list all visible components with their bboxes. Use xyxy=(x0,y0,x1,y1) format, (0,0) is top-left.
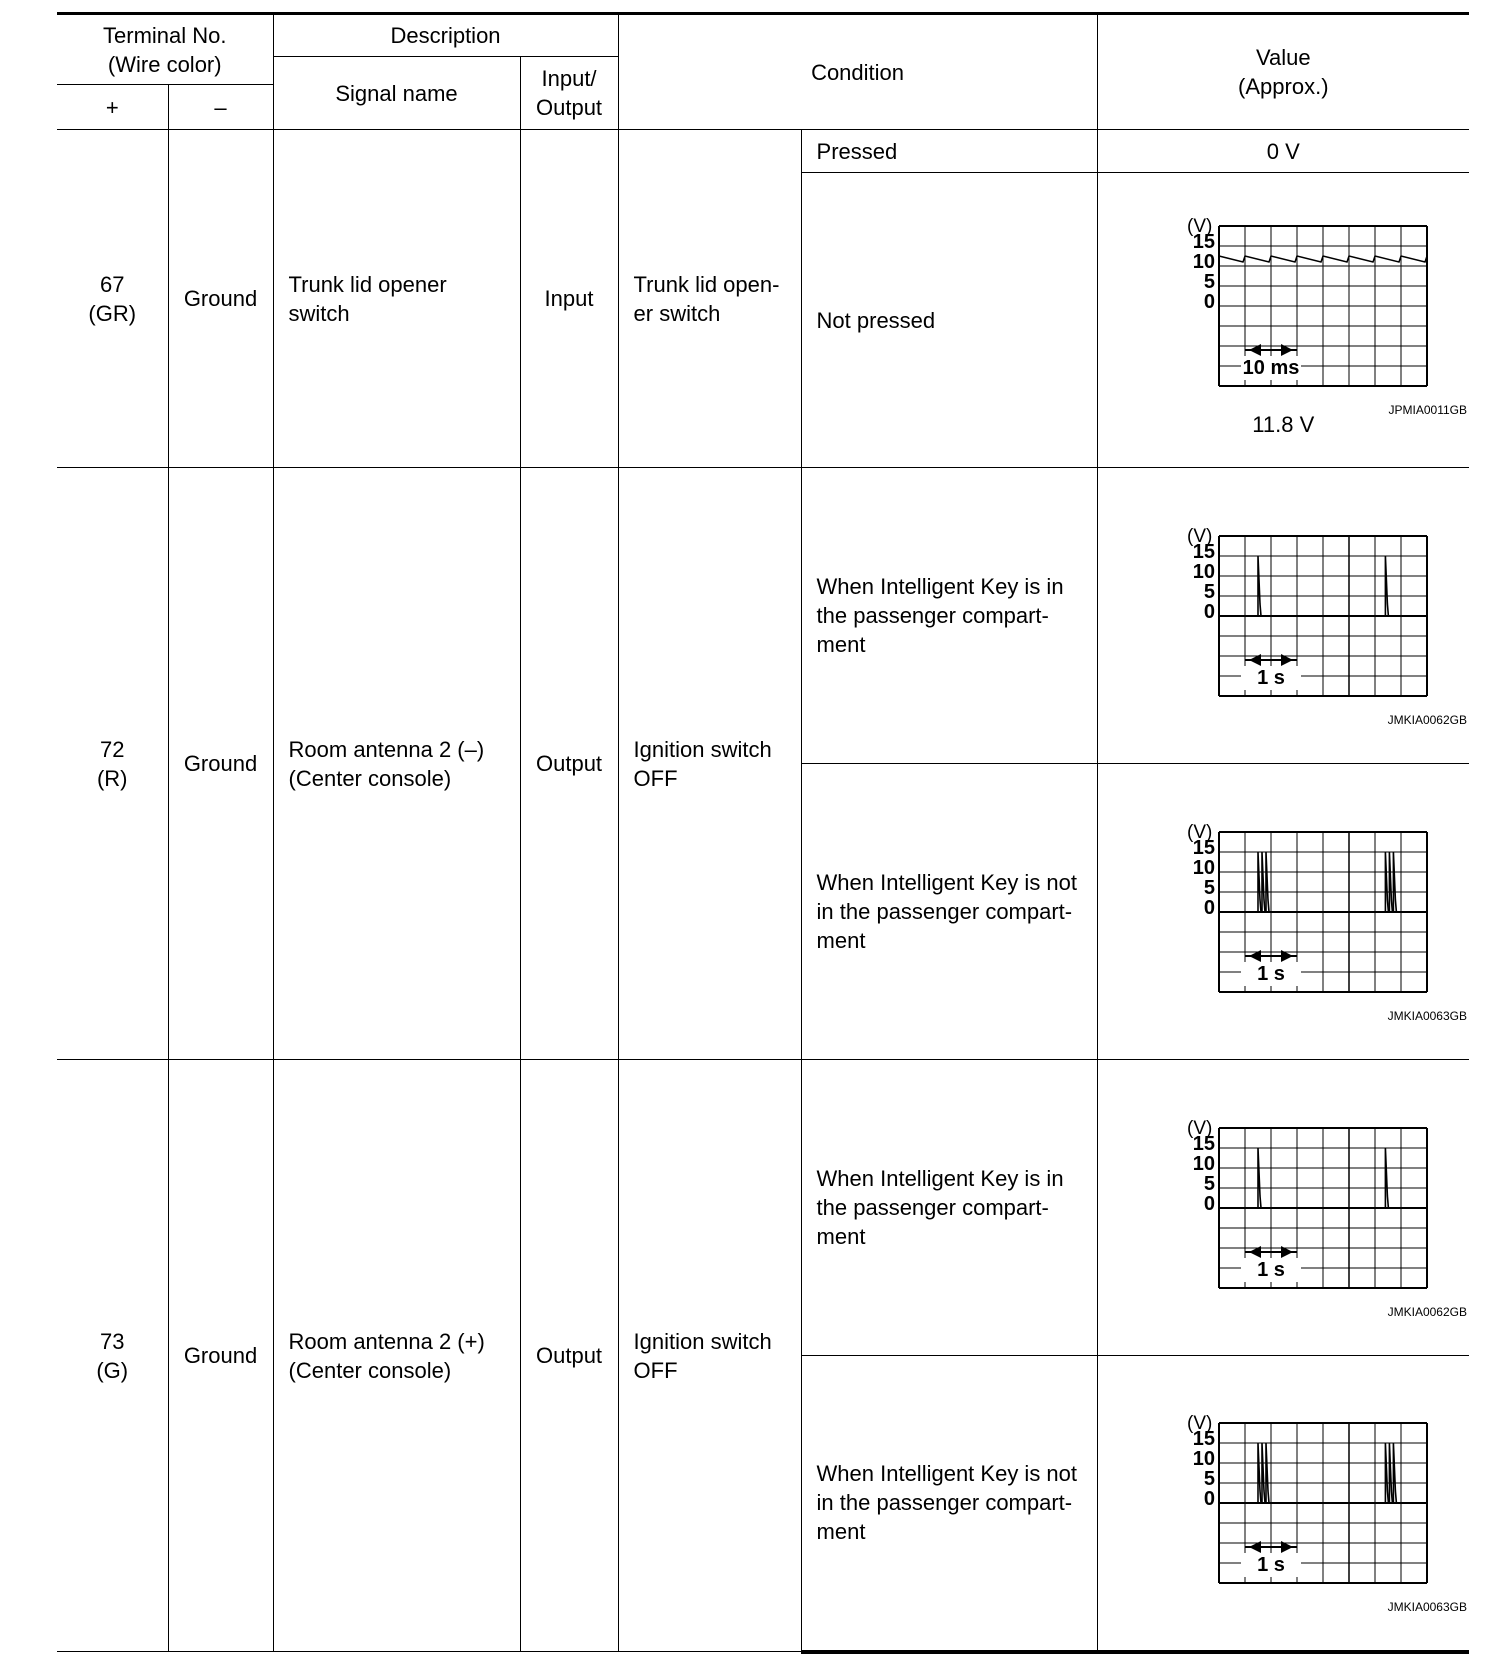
condition-sub xyxy=(801,1060,1097,1356)
scope-tick-label: 10 xyxy=(1193,856,1216,879)
header-value-label: Value xyxy=(1255,45,1311,70)
scope-tick-label: 0 xyxy=(1204,600,1216,623)
scope-tick-label: 5 xyxy=(1204,580,1216,603)
condition-line: When Intelligent Key is not xyxy=(816,870,1078,895)
condition-line: ment xyxy=(816,1519,866,1545)
terminal-number: 73 xyxy=(100,1328,125,1354)
scope-tick-label: 5 xyxy=(1204,1467,1216,1490)
scope-tick-label: 10 xyxy=(1193,560,1216,583)
scope-unit-label: (V) xyxy=(1187,1412,1213,1434)
scope-tick-label: 15 xyxy=(1193,230,1216,253)
oscilloscope-waveform xyxy=(1133,808,1468,1023)
condition-line: ment xyxy=(816,632,866,657)
condition-line: Ignition switch xyxy=(633,736,772,762)
table-row xyxy=(57,468,1469,764)
condition-line: Trunk lid open- xyxy=(633,271,780,297)
wire-color: (R) xyxy=(96,765,128,791)
scope-spike xyxy=(1386,852,1389,912)
header-input-label: Input/ xyxy=(541,66,597,91)
scope-tick-label: 0 xyxy=(1204,1192,1216,1215)
minus-terminal: Ground xyxy=(168,130,273,468)
signal-name xyxy=(273,130,520,468)
signal-name-line: Room antenna 2 (–) xyxy=(288,736,485,762)
scope-time-label: 1 s xyxy=(1257,1553,1286,1576)
minus-terminal: Ground xyxy=(168,468,273,1060)
value-text: 11.8 V xyxy=(1252,411,1315,437)
scope-tick-label: 5 xyxy=(1204,270,1216,293)
header-input-output xyxy=(520,57,618,130)
signal-name xyxy=(273,468,520,1060)
condition-line: er switch xyxy=(633,300,721,326)
condition-line: When Intelligent Key is in xyxy=(816,1166,1064,1191)
terminal-cell xyxy=(57,130,168,468)
scope-spike xyxy=(1266,1443,1269,1503)
terminal-spec-table xyxy=(57,12,1469,1654)
scope-spike xyxy=(1386,1443,1389,1503)
scope-tick-label: 10 xyxy=(1193,1447,1216,1470)
input-output: Input xyxy=(520,130,618,468)
condition-line: When Intelligent Key is not xyxy=(816,1461,1078,1487)
header-wire-color-label: (Wire color) xyxy=(107,51,222,77)
scope-spike xyxy=(1394,1443,1397,1503)
figure-code: JMKIA0063GB xyxy=(1387,1008,1468,1023)
signal-name-line: (Center console) xyxy=(288,765,452,791)
scope-spike xyxy=(1390,1443,1393,1503)
value-cell xyxy=(1097,1356,1469,1652)
condition-line: OFF xyxy=(633,1357,678,1383)
terminal-number: 72 xyxy=(100,736,125,762)
condition-sub xyxy=(801,764,1097,1060)
scope-spike xyxy=(1262,1443,1265,1503)
oscilloscope-waveform xyxy=(1133,202,1468,417)
figure-code: JMKIA0062GB xyxy=(1387,1304,1468,1319)
scope-unit-label: (V) xyxy=(1187,821,1213,843)
header-output-label: Output xyxy=(536,95,603,120)
condition-line: in the passenger compart- xyxy=(816,1490,1073,1516)
scope-unit-label: (V) xyxy=(1187,1117,1213,1139)
header-condition: Condition xyxy=(618,14,1097,130)
header-description: Description xyxy=(273,14,618,57)
signal-name-line: (Center console) xyxy=(288,1357,452,1383)
scope-spike xyxy=(1258,1148,1261,1208)
header-plus: + xyxy=(57,85,168,130)
scope-tick-label: 5 xyxy=(1204,1172,1216,1195)
scope-tick-label: 15 xyxy=(1193,836,1216,859)
condition-line: Ignition switch xyxy=(633,1328,772,1354)
condition-main xyxy=(618,130,801,468)
signal-name-line: Room antenna 2 (+) xyxy=(288,1328,485,1354)
header-approx-label: (Approx.) xyxy=(1238,74,1329,99)
signal-name xyxy=(273,1060,520,1652)
scope-spike xyxy=(1258,1443,1261,1503)
condition-main xyxy=(618,468,801,1060)
scope-tick-label: 15 xyxy=(1193,1132,1216,1155)
figure-code: JPMIA0011GB xyxy=(1388,402,1468,417)
value-cell xyxy=(1097,764,1469,1060)
condition-sub xyxy=(801,1356,1097,1652)
table-row xyxy=(57,130,1469,173)
header-terminal-label: Terminal No. xyxy=(103,22,227,48)
table-row xyxy=(57,1060,1469,1356)
condition-sub: Pressed xyxy=(801,130,1097,173)
scope-tick-label: 0 xyxy=(1204,1487,1216,1510)
figure-code: JMKIA0062GB xyxy=(1387,712,1468,727)
condition-line: When Intelligent Key is in xyxy=(816,574,1064,599)
condition-sub: Not pressed xyxy=(801,173,1097,468)
value-cell: 0 V xyxy=(1097,130,1469,173)
scope-time-label: 1 s xyxy=(1257,1258,1286,1281)
scope-tick-label: 0 xyxy=(1204,896,1216,919)
condition-line: ment xyxy=(816,1224,866,1249)
terminal-number: 67 xyxy=(100,271,125,297)
wire-color: (GR) xyxy=(88,300,137,326)
scope-spike xyxy=(1266,852,1269,912)
condition-line: the passenger compart- xyxy=(816,1195,1049,1220)
terminal-cell xyxy=(57,1060,168,1652)
signal-name-line: switch xyxy=(288,300,350,326)
wire-color: (G) xyxy=(96,1357,129,1383)
scope-spike xyxy=(1258,556,1261,616)
condition-sub xyxy=(801,468,1097,764)
scope-unit-label: (V) xyxy=(1187,525,1213,547)
scope-time-label: 1 s xyxy=(1257,666,1286,689)
minus-terminal: Ground xyxy=(168,1060,273,1652)
signal-name-line: Trunk lid opener xyxy=(288,271,447,297)
oscilloscope-waveform xyxy=(1133,1104,1468,1319)
scope-time-label: 1 s xyxy=(1257,962,1286,985)
input-output: Output xyxy=(520,468,618,1060)
scope-spike xyxy=(1386,556,1389,616)
header-terminal-no xyxy=(57,14,273,85)
oscilloscope-waveform xyxy=(1133,1399,1468,1614)
scope-tick-label: 0 xyxy=(1204,290,1216,313)
scope-tick-label: 15 xyxy=(1193,540,1216,563)
scope-tick-label: 15 xyxy=(1193,1427,1216,1450)
condition-line: the passenger compart- xyxy=(816,603,1049,628)
scope-tick-label: 10 xyxy=(1193,1152,1216,1175)
header-minus: – xyxy=(168,85,273,130)
scope-spike xyxy=(1262,852,1265,912)
scope-spike xyxy=(1386,1148,1389,1208)
header-signal-name: Signal name xyxy=(273,57,520,130)
scope-spike xyxy=(1258,852,1261,912)
value-cell xyxy=(1097,173,1469,468)
scope-tick-label: 5 xyxy=(1204,876,1216,899)
value-cell xyxy=(1097,1060,1469,1356)
input-output: Output xyxy=(520,1060,618,1652)
header-value xyxy=(1097,14,1469,130)
terminal-cell xyxy=(57,468,168,1060)
value-cell xyxy=(1097,468,1469,764)
scope-unit-label: (V) xyxy=(1187,215,1213,237)
scope-tick-label: 10 xyxy=(1193,250,1216,273)
oscilloscope-waveform xyxy=(1133,512,1468,727)
condition-main xyxy=(618,1060,801,1652)
condition-line: ment xyxy=(816,928,866,953)
figure-code: JMKIA0063GB xyxy=(1387,1599,1468,1614)
condition-line: in the passenger compart- xyxy=(816,899,1073,924)
scope-spike xyxy=(1394,852,1397,912)
scope-time-label: 10 ms xyxy=(1242,356,1300,379)
condition-line: OFF xyxy=(633,765,678,791)
scope-spike xyxy=(1390,852,1393,912)
